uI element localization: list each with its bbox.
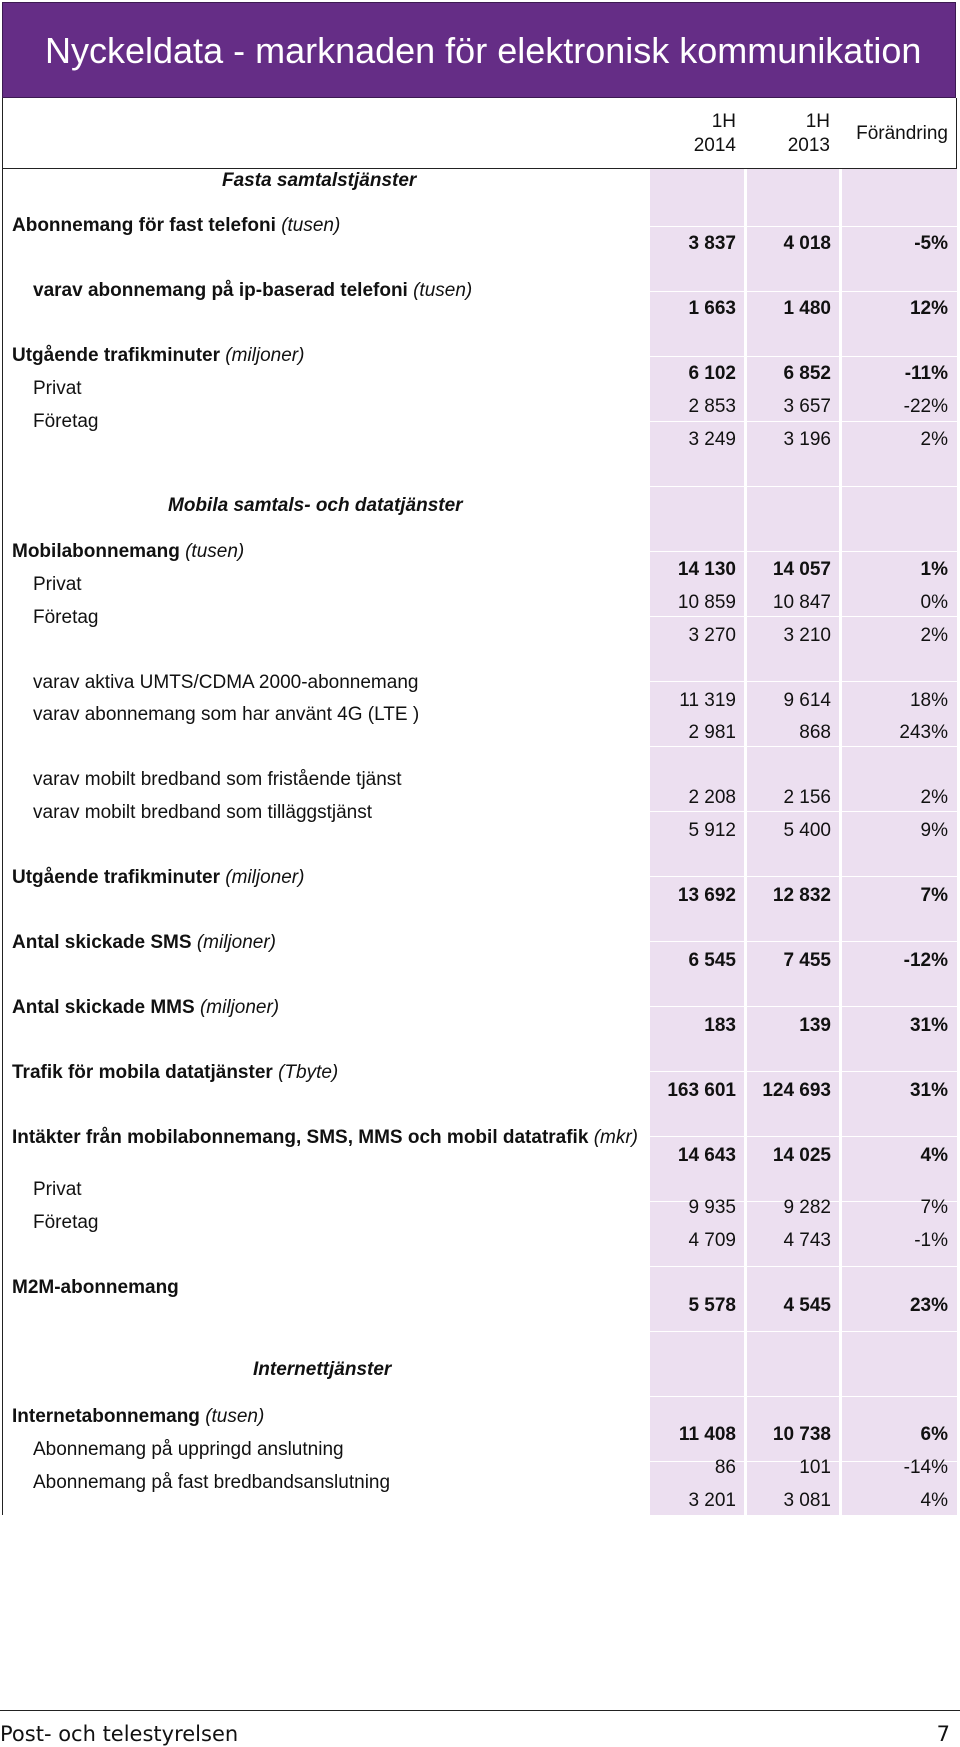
- row-label: [33, 410, 98, 433]
- row-label-text: Mobilabonnemang: [12, 541, 180, 562]
- value-1h-2014: 4 709: [688, 1230, 736, 1251]
- row-separator: [842, 681, 957, 682]
- value-1h-2014: 10 859: [677, 592, 736, 613]
- value-forandring: 23%: [909, 1295, 948, 1316]
- row-label: [12, 1405, 264, 1428]
- row-separator: [842, 1006, 957, 1007]
- value-forandring: 18%: [909, 690, 948, 711]
- row-separator: [650, 1331, 744, 1332]
- row-label-text: Privat: [33, 574, 82, 595]
- value-1h-2014: 3 249: [688, 429, 736, 450]
- row-unit: (miljoner): [199, 997, 280, 1018]
- row-label-text: Abonnemang för fast telefoni: [12, 215, 276, 236]
- row-label-text: Företag: [33, 607, 99, 628]
- value-forandring: 1%: [920, 559, 948, 580]
- value-forandring: -11%: [904, 363, 948, 384]
- value-forandring: -5%: [914, 233, 948, 254]
- row-separator: [842, 876, 957, 877]
- row-label: [33, 1471, 390, 1494]
- row-label-text: Antal skickade SMS: [12, 932, 192, 953]
- row-separator: [650, 681, 744, 682]
- row-separator: [842, 1266, 957, 1267]
- value-forandring: -1%: [914, 1230, 948, 1251]
- value-1h-2013: 1 480: [783, 298, 831, 319]
- row-separator: [650, 941, 744, 942]
- row-separator: [747, 1136, 839, 1137]
- value-1h-2014: 2 853: [688, 396, 736, 417]
- row-label: [12, 1276, 179, 1299]
- row-separator: [842, 1396, 957, 1397]
- col-header-1h-2013: [754, 110, 830, 158]
- row-separator: [747, 1331, 839, 1332]
- row-separator: [842, 746, 957, 747]
- row-unit: (Tbyte): [278, 1062, 339, 1083]
- value-1h-2013: 9 614: [783, 690, 831, 711]
- row-separator: [747, 226, 839, 227]
- row-separator: [650, 1396, 744, 1397]
- row-separator: [650, 811, 744, 812]
- row-label-text: varav mobilt bredband som tilläggstjänst: [33, 802, 373, 823]
- value-forandring: 4%: [920, 1490, 948, 1511]
- value-1h-2013: 3 657: [783, 396, 831, 417]
- row-label: [12, 540, 244, 563]
- value-forandring: -14%: [903, 1457, 948, 1478]
- value-1h-2013: 14 057: [772, 559, 831, 580]
- row-separator: [747, 486, 839, 487]
- row-separator: [747, 1006, 839, 1007]
- col-header-1h-2014-line1: 1H: [711, 111, 736, 132]
- row-label-text: Antal skickade MMS: [12, 997, 195, 1018]
- row-label: [33, 279, 472, 302]
- row-label-text: Abonnemang på uppringd anslutning: [33, 1439, 344, 1460]
- row-separator: [842, 291, 957, 292]
- row-label: [33, 1438, 344, 1461]
- row-unit: (tusen): [205, 1406, 265, 1427]
- value-1h-2013: 14 025: [772, 1145, 831, 1166]
- value-forandring: 7%: [920, 1197, 948, 1218]
- value-1h-2013: 3 081: [783, 1490, 831, 1511]
- row-separator: [747, 681, 839, 682]
- row-separator: [650, 746, 744, 747]
- row-label: [12, 344, 304, 367]
- row-separator: [650, 421, 744, 422]
- row-separator: [650, 1006, 744, 1007]
- value-1h-2014: 3 201: [688, 1490, 736, 1511]
- value-1h-2013: 6 852: [783, 363, 831, 384]
- row-label: [12, 214, 340, 237]
- value-1h-2014: 14 130: [677, 559, 736, 580]
- value-1h-2014: 11 319: [679, 690, 736, 711]
- value-1h-2013: 3 196: [783, 429, 831, 450]
- row-separator: [747, 291, 839, 292]
- value-forandring: 2%: [920, 787, 948, 808]
- value-forandring: 243%: [899, 722, 948, 743]
- row-separator: [650, 291, 744, 292]
- value-1h-2014: 6 545: [688, 950, 736, 971]
- value-1h-2014: 13 692: [677, 885, 736, 906]
- value-forandring: 0%: [920, 592, 948, 613]
- value-forandring: 31%: [909, 1080, 948, 1101]
- row-label: [33, 606, 98, 629]
- row-label-text: varav abonnemang som har använt 4G (LTE ): [33, 704, 420, 725]
- row-separator: [747, 616, 839, 617]
- row-label: [33, 768, 402, 791]
- value-1h-2013: 12 832: [772, 885, 831, 906]
- row-separator: [747, 746, 839, 747]
- row-label-text: Företag: [33, 1212, 99, 1233]
- value-1h-2014: 5 912: [688, 820, 736, 841]
- value-1h-2014: 11 408: [678, 1424, 736, 1445]
- row-separator: [650, 226, 744, 227]
- row-separator: [650, 356, 744, 357]
- row-label-text: Utgående trafikminuter: [12, 345, 220, 366]
- row-label-text: varav abonnemang på ip-baserad telefoni: [33, 280, 408, 301]
- value-1h-2013: 124 693: [762, 1080, 831, 1101]
- row-label: [12, 866, 304, 889]
- row-label: [12, 1061, 338, 1084]
- row-label: [33, 801, 372, 824]
- value-1h-2014: 5 578: [688, 1295, 736, 1316]
- row-unit: (miljoner): [225, 867, 305, 888]
- row-label-text: Privat: [33, 1179, 82, 1200]
- col-header-1h-2014-line2: 2014: [693, 135, 736, 156]
- footer-divider: [0, 1710, 960, 1711]
- value-1h-2014: 163 601: [667, 1080, 736, 1101]
- value-1h-2013: 10 738: [772, 1424, 831, 1445]
- value-1h-2014: 2 981: [688, 722, 736, 743]
- value-1h-2014: 14 643: [677, 1145, 736, 1166]
- value-1h-2013: 868: [799, 722, 831, 743]
- value-1h-2013: 139: [799, 1015, 831, 1036]
- value-1h-2013: 3 210: [783, 625, 831, 646]
- value-forandring: 4%: [920, 1145, 948, 1166]
- value-forandring: 7%: [920, 885, 948, 906]
- table-border-right: [956, 98, 957, 168]
- value-1h-2014: 6 102: [688, 363, 736, 384]
- row-label: [33, 1178, 82, 1201]
- row-label-text: Abonnemang på fast bredbandsanslutning: [33, 1472, 391, 1493]
- row-separator: [747, 551, 839, 552]
- row-label-text: Utgående trafikminuter: [12, 867, 220, 888]
- value-1h-2013: 4 743: [783, 1230, 831, 1251]
- section-heading-mobila: Mobila samtals- och datatjänster: [168, 495, 463, 516]
- col-header-1h-2013-line1: 1H: [805, 111, 830, 132]
- row-separator: [747, 1266, 839, 1267]
- col-header-forandring: Förändring: [856, 123, 948, 144]
- value-1h-2014: 1 663: [688, 298, 736, 319]
- value-forandring: -12%: [903, 950, 948, 971]
- row-separator: [747, 1071, 839, 1072]
- col-header-1h-2014: [660, 110, 736, 158]
- row-separator: [747, 356, 839, 357]
- value-forandring: 2%: [920, 429, 948, 450]
- value-1h-2014: 3 270: [688, 625, 736, 646]
- row-separator: [842, 616, 957, 617]
- row-unit: (tusen): [281, 215, 341, 236]
- row-label-text: Intäkter från mobilabonnemang, SMS, MMS och mobil datatrafik: [12, 1127, 589, 1148]
- row-label: [33, 671, 418, 694]
- value-forandring: 6%: [920, 1424, 948, 1445]
- value-1h-2013: 9 282: [783, 1197, 831, 1218]
- value-1h-2013: 10 847: [772, 592, 831, 613]
- value-1h-2014: 9 935: [688, 1197, 736, 1218]
- row-unit: (miljoner): [196, 932, 276, 953]
- row-separator: [650, 486, 744, 487]
- row-separator: [650, 1266, 744, 1267]
- row-separator: [650, 1136, 744, 1137]
- row-separator: [842, 1331, 957, 1332]
- value-1h-2013: 2 156: [783, 787, 831, 808]
- row-separator: [747, 876, 839, 877]
- table-border-left: [2, 98, 3, 1515]
- section-heading-internet: Internettjänster: [253, 1359, 392, 1380]
- value-1h-2014: 3 837: [688, 233, 736, 254]
- row-label: [12, 931, 276, 954]
- row-label: [33, 377, 82, 400]
- section-heading-fasta: Fasta samtalstjänster: [222, 170, 417, 191]
- row-unit: (tusen): [185, 541, 245, 562]
- row-separator: [650, 1071, 744, 1072]
- col-header-1h-2013-line2: 2013: [787, 135, 830, 156]
- row-separator: [747, 811, 839, 812]
- value-1h-2013: 4 018: [783, 233, 831, 254]
- row-separator: [747, 421, 839, 422]
- row-separator: [842, 1071, 957, 1072]
- row-separator: [747, 941, 839, 942]
- row-label: [33, 573, 82, 596]
- row-label: [12, 1126, 652, 1149]
- row-label: [12, 996, 279, 1019]
- page-number: 7: [936, 1722, 950, 1746]
- row-separator: [650, 616, 744, 617]
- value-forandring: -22%: [903, 396, 948, 417]
- value-forandring: 12%: [909, 298, 948, 319]
- value-forandring: 9%: [920, 820, 948, 841]
- value-1h-2013: 4 545: [783, 1295, 831, 1316]
- title-bar: [2, 2, 956, 98]
- row-label-text: varav aktiva UMTS/CDMA 2000-abonnemang: [33, 672, 419, 693]
- row-separator: [842, 811, 957, 812]
- value-1h-2013: 101: [799, 1457, 831, 1478]
- row-separator: [842, 1136, 957, 1137]
- row-separator: [650, 876, 744, 877]
- value-1h-2013: 7 455: [783, 950, 831, 971]
- value-1h-2014: 2 208: [688, 787, 736, 808]
- row-unit: (tusen): [413, 280, 473, 301]
- value-forandring: 31%: [909, 1015, 948, 1036]
- row-label-text: M2M-abonnemang: [12, 1277, 179, 1298]
- row-separator: [842, 421, 957, 422]
- row-separator: [842, 356, 957, 357]
- row-separator: [842, 551, 957, 552]
- row-label-text: Internetabonnemang: [12, 1406, 200, 1427]
- row-label-text: Företag: [33, 411, 99, 432]
- row-separator: [842, 486, 957, 487]
- row-label-text: Trafik för mobila datatjänster: [12, 1062, 273, 1083]
- value-forandring: 2%: [920, 625, 948, 646]
- row-label: [33, 703, 419, 726]
- row-separator: [650, 551, 744, 552]
- page-title: Nyckeldata - marknaden för elektronisk kommunikation: [45, 30, 922, 71]
- row-separator: [842, 226, 957, 227]
- row-unit: (mkr): [593, 1127, 638, 1148]
- footer-publisher: Post- och telestyrelsen: [0, 1722, 239, 1746]
- row-label: [33, 1211, 98, 1234]
- row-separator: [842, 941, 957, 942]
- value-1h-2014: 183: [704, 1015, 736, 1036]
- row-label-text: varav mobilt bredband som fristående tjänst: [33, 769, 402, 790]
- value-1h-2013: 5 400: [783, 820, 831, 841]
- row-unit: (miljoner): [225, 345, 305, 366]
- row-separator: [747, 1396, 839, 1397]
- row-label-text: Privat: [33, 378, 82, 399]
- value-1h-2014: 86: [714, 1457, 736, 1478]
